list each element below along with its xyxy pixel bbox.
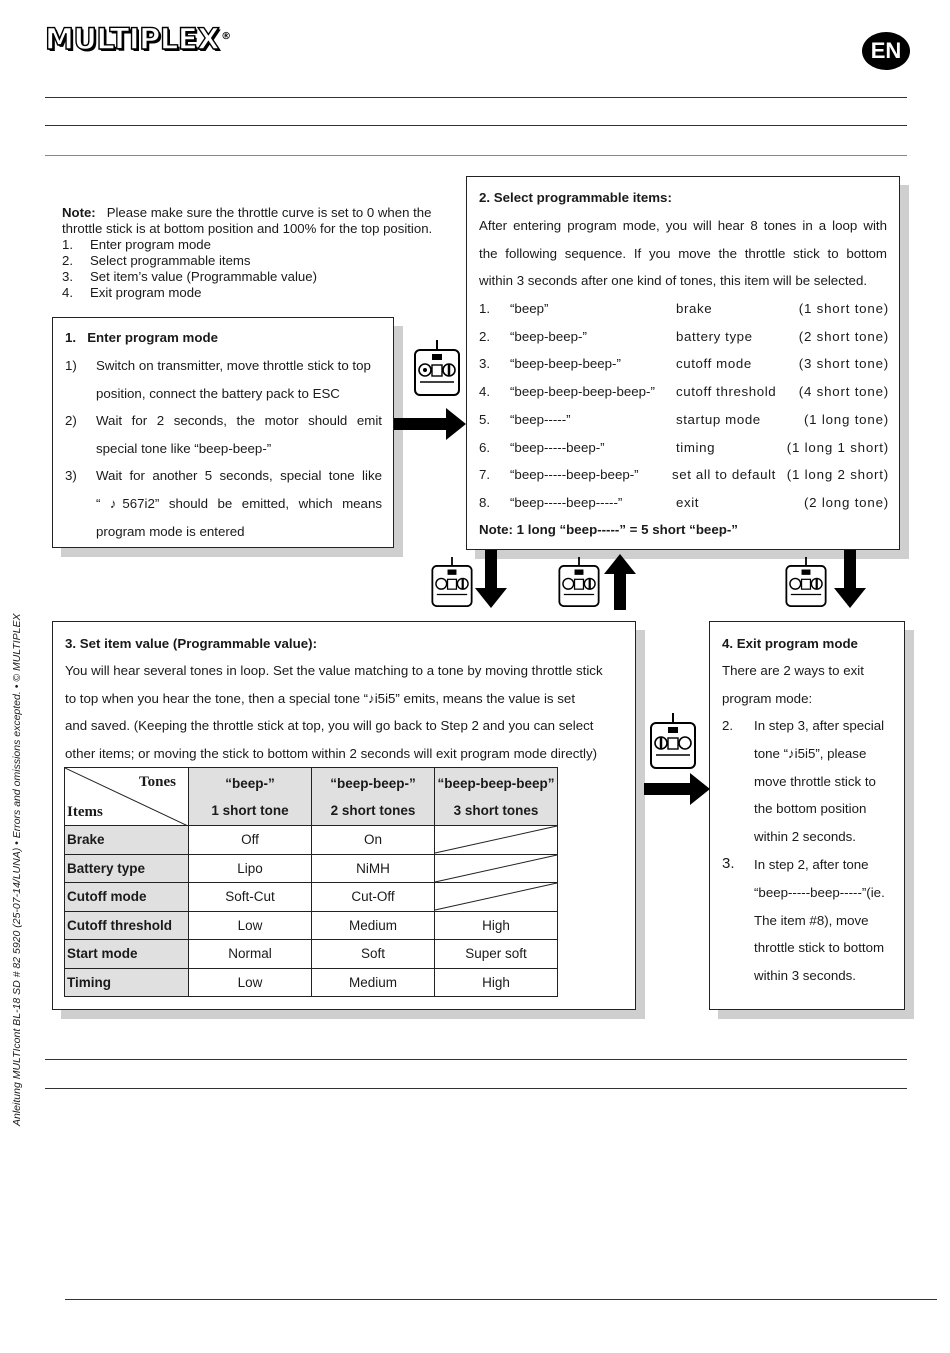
row-label: Brake <box>65 826 189 855</box>
value-cell: Super soft <box>435 940 558 969</box>
table-header: “beep-beep-beep” 3 short tones <box>435 768 558 826</box>
transmitter-icon <box>650 713 696 769</box>
empty-cell <box>435 854 558 883</box>
value-cell: Medium <box>312 968 435 997</box>
value-cell: Lipo <box>189 854 312 883</box>
box4-line: In step 2, after tone <box>754 857 869 872</box>
item-number: 5. <box>479 411 491 427</box>
arrow-right-icon <box>644 773 712 805</box>
item-number: 3) <box>65 468 77 483</box>
footer-divider <box>65 1299 937 1300</box>
multiplex-logo: MULTIPLEX ® <box>45 22 231 56</box>
corner-items-label: Items <box>67 804 103 820</box>
value-cell: Soft-Cut <box>189 883 312 912</box>
box4-line: within 3 seconds. <box>754 968 856 983</box>
box4-line: There are 2 ways to exit <box>722 663 864 678</box>
item-number: 2. <box>479 328 491 344</box>
item-text: program mode is entered <box>96 524 245 539</box>
arrow-down-icon <box>834 550 866 610</box>
item-name: battery type <box>676 328 753 344</box>
value-cell: Cut-Off <box>312 883 435 912</box>
step-text: Set item’s value (Programmable value) <box>90 269 317 284</box>
transmitter-icon <box>414 340 460 396</box>
item-tone: “beep-----beep-” <box>510 439 605 455</box>
arrow-up-icon <box>604 552 636 610</box>
item-text: Wait for 2 seconds, the motor should emit <box>96 413 382 428</box>
empty-cell <box>435 826 558 855</box>
box4-line: move throttle stick to <box>754 774 876 789</box>
value-cell: On <box>312 826 435 855</box>
box2-note: Note: 1 long “beep-----” = 5 short “beep-” <box>479 522 738 537</box>
table-header: “beep-” 1 short tone <box>189 768 312 826</box>
item-tone: “beep-----beep-beep-” <box>510 467 639 483</box>
divider <box>45 1059 907 1060</box>
box4-line: “beep-----beep-----”(ie. <box>754 885 885 900</box>
box4-title: 4. Exit program mode <box>722 636 858 651</box>
row-label: Cutoff threshold <box>65 911 189 940</box>
box4-line: within 2 seconds. <box>754 829 856 844</box>
item-text: special tone like “beep-beep-” <box>96 441 272 456</box>
item-text: position, connect the battery pack to ESC <box>96 386 340 401</box>
box3-line: other items; or moving the stick to bottom within 2 seconds will exit program mode directly) <box>65 746 598 761</box>
item-tone: “beep” <box>510 301 549 316</box>
value-cell: Medium <box>312 911 435 940</box>
note-label: Note: <box>62 205 96 220</box>
item-description: (1 long 2 short) <box>786 467 889 483</box>
divider <box>45 97 907 98</box>
box2-title: 2. Select programmable items: <box>479 190 672 205</box>
value-cell: Off <box>189 826 312 855</box>
item-description: (3 short tone) <box>798 356 889 372</box>
table-row <box>65 826 558 855</box>
row-label: Battery type <box>65 854 189 883</box>
value-table <box>64 767 558 997</box>
table-row <box>65 911 558 940</box>
item-number: 6. <box>479 439 491 455</box>
arrow-down-icon <box>475 550 507 610</box>
box4-line: The item #8), move <box>754 913 869 928</box>
corner-tones-label: Tones <box>139 774 176 790</box>
step-number: 2. <box>722 718 734 733</box>
step-text: Select programmable items <box>90 253 251 268</box>
item-number: 8. <box>479 494 491 510</box>
item-tone: “beep-----” <box>510 411 571 427</box>
value-cell: Low <box>189 968 312 997</box>
box3-title: 3. Set item value (Programmable value): <box>65 636 317 651</box>
item-number: 4. <box>479 384 491 400</box>
item-text: Switch on transmitter, move throttle stick to top <box>96 358 371 373</box>
item-description: (1 short tone) <box>798 301 889 316</box>
intro-line: within 3 seconds after one kind of tones, this item will be selected. <box>479 273 868 288</box>
item-number: 1) <box>65 358 77 373</box>
table-row <box>65 968 558 997</box>
table-corner-cell <box>65 768 189 826</box>
divider <box>45 1088 907 1089</box>
side-imprint: Anleitung MULTIcont BL-18 SD # 82 5920 (25-07-14/LUNA) • Errors and omissions excepted. • © MULTIPLEX <box>11 613 23 1126</box>
intro-line: After entering program mode, you will hear 8 tones in a loop with <box>479 218 887 233</box>
item-description: (1 long tone) <box>803 411 889 427</box>
item-name: cutoff threshold <box>676 384 777 400</box>
box3-line: You will hear several tones in loop. Set the value matching to a tone by moving throttle stick <box>65 663 603 678</box>
table-row <box>65 883 558 912</box>
select-items-box <box>466 176 900 550</box>
value-cell: Normal <box>189 940 312 969</box>
item-number: 3. <box>479 356 491 372</box>
item-number: 7. <box>479 467 491 483</box>
item-name: timing <box>676 439 716 455</box>
value-cell: Low <box>189 911 312 940</box>
value-cell: Soft <box>312 940 435 969</box>
row-label: Start mode <box>65 940 189 969</box>
item-name: exit <box>676 494 700 510</box>
divider <box>45 125 907 126</box>
row-label: Timing <box>65 968 189 997</box>
box3-line: to top when you hear the tone, then a special tone “♪i5i5” emits, means the value is set <box>65 691 576 706</box>
box4-line: program mode: <box>722 691 813 706</box>
item-text: Wait for another 5 seconds, special tone like <box>96 468 382 483</box>
arrow-right-icon <box>394 408 468 440</box>
enter-program-mode-box <box>52 317 394 548</box>
step-number: 4. <box>62 285 73 300</box>
item-name: startup mode <box>676 411 761 427</box>
item-name: cutoff mode <box>676 356 752 372</box>
box4-line: the bottom position <box>754 801 867 816</box>
item-number: 1. <box>479 301 491 316</box>
box4-line: throttle stick to bottom <box>754 940 885 955</box>
note-block <box>62 205 457 301</box>
row-label: Cutoff mode <box>65 883 189 912</box>
item-description: (1 long 1 short) <box>786 439 889 455</box>
step-text: Exit program mode <box>90 285 202 300</box>
item-tone: “beep-----beep-----” <box>510 494 623 510</box>
value-cell: NiMH <box>312 854 435 883</box>
box1-title: 1. Enter program mode <box>65 330 218 345</box>
table-row <box>65 940 558 969</box>
item-tone: “beep-beep-” <box>510 328 587 344</box>
item-description: (2 short tone) <box>798 328 889 344</box>
exit-program-mode-box <box>709 621 905 1010</box>
box4-line: In step 3, after special <box>754 718 885 733</box>
intro-line: the following sequence. If you move the throttle stick to bottom <box>479 246 887 261</box>
item-tone: “beep-beep-beep-beep-” <box>510 384 655 400</box>
table-header: “beep-beep-” 2 short tones <box>312 768 435 826</box>
step-number: 2. <box>62 253 73 268</box>
item-name: set all to default <box>672 467 776 483</box>
item-tone: “beep-beep-beep-” <box>510 356 621 372</box>
transmitter-icon <box>783 557 829 607</box>
language-badge: EN <box>862 32 910 70</box>
item-text: “ ♪567i2” should be emitted, which means <box>96 496 382 511</box>
item-number: 2) <box>65 413 77 428</box>
step-number: 3. <box>722 855 735 872</box>
item-name: brake <box>676 301 713 316</box>
step-text: Enter program mode <box>90 237 211 252</box>
step-number: 1. <box>62 237 73 252</box>
value-cell: High <box>435 911 558 940</box>
empty-cell <box>435 883 558 912</box>
item-description: (4 short tone) <box>798 384 889 400</box>
set-item-value-box <box>52 621 636 1010</box>
table-row <box>65 854 558 883</box>
step-number: 3. <box>62 269 73 284</box>
value-cell: High <box>435 968 558 997</box>
item-description: (2 long tone) <box>803 494 889 510</box>
box3-line: and saved. (Keeping the throttle stick at top, you will go back to Step 2 and you can select <box>65 718 594 733</box>
note-text: Please make sure the throttle curve is set to 0 when the throttle stick is at bottom position and 100% for the top position. <box>62 205 433 236</box>
box4-line: tone “♪i5i5”, please <box>754 746 867 761</box>
transmitter-icon <box>556 557 602 607</box>
transmitter-icon <box>429 557 475 607</box>
divider <box>45 155 907 156</box>
